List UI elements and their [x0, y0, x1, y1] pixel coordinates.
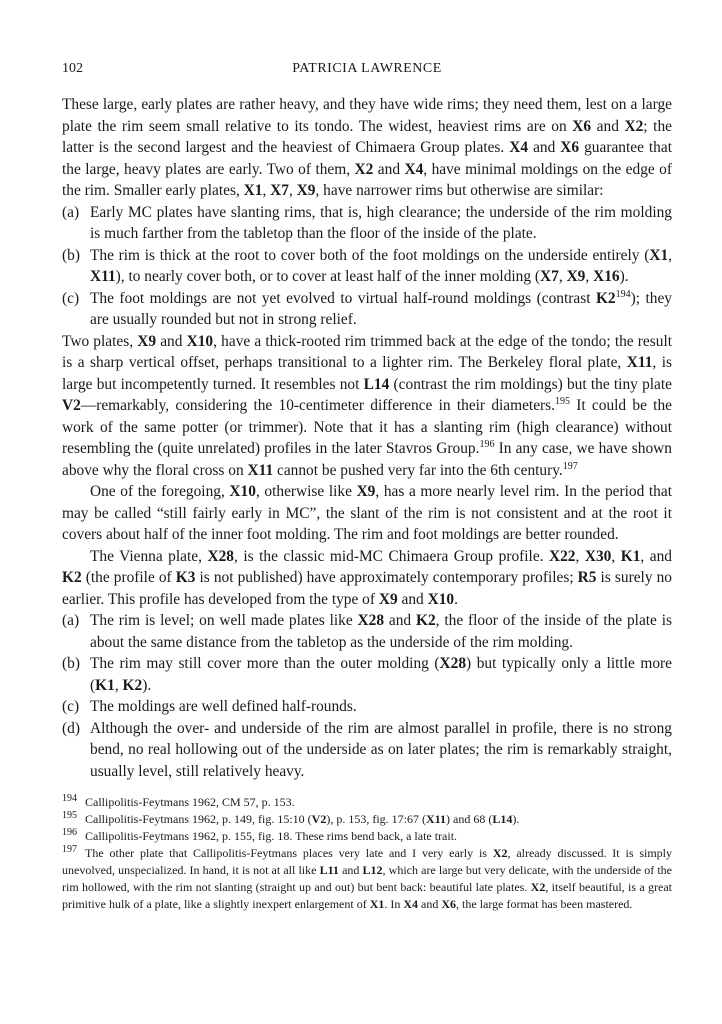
catalog-ref: X4 [404, 160, 424, 178]
list-item [62, 718, 672, 783]
catalog-ref: K2 [122, 676, 143, 694]
footnote-ref[interactable]: 194 [615, 288, 631, 300]
list-label: (b) [62, 246, 80, 264]
list-item [62, 288, 672, 331]
list-label: (a) [62, 203, 80, 221]
text-run: , [611, 547, 621, 565]
catalog-ref: X10 [186, 332, 214, 350]
text-run: ; the latter is the second largest and the heaviest of Chimaera Group plates. [62, 117, 672, 156]
catalog-ref: K2 [595, 289, 616, 307]
text-run: , and [640, 547, 672, 565]
list-label: (d) [62, 719, 80, 737]
catalog-ref: X7 [540, 268, 559, 285]
list-label: (c) [62, 698, 80, 715]
catalog-ref: X9 [137, 332, 157, 350]
footnote-number: 194 [62, 793, 77, 804]
text-run: The rim is thick at the root to cover both of the foot moldings on the underside entirely ( [90, 246, 650, 264]
catalog-ref: X30 [584, 547, 612, 565]
text-run: ). [142, 676, 152, 694]
list-item [62, 202, 672, 245]
text-run: , which are large but very delicate, with the underside of the rim hollowed, with the rim not slanting (straight up and out) but bent back: beautiful late plates. [62, 863, 673, 894]
footnote-ref[interactable]: 196 [479, 438, 495, 450]
footnote-ref[interactable]: 195 [555, 395, 570, 407]
catalog-ref: X28 [357, 612, 385, 629]
text-run: In any case, we have shown above why the floral cross on [62, 440, 672, 479]
catalog-ref: X7 [270, 182, 289, 199]
catalog-ref: X2 [354, 160, 374, 178]
text-run: and [591, 117, 625, 135]
catalog-ref: X9 [356, 483, 376, 500]
text-run: One of the foregoing, [90, 483, 230, 500]
catalog-ref: X1 [369, 897, 385, 911]
text-run: Early MC plates have slanting rims, that is, high clearance; the underside of the rim molding is much farther from the tabletop than the floor of the inside of the plate. [90, 203, 672, 242]
text-run: These large, early plates are rather heavy, and they have wide rims; they need them, lest on a large plate the rim seem small relative to its tondo. The widest, heaviest rims are on [62, 96, 672, 135]
text-run: and [338, 863, 363, 877]
text-run: Callipolitis-Feytmans 1962, CM 57, p. 153. [85, 795, 295, 809]
catalog-ref: K1 [620, 547, 641, 565]
text-run: ). [512, 812, 520, 826]
paragraph-1 [62, 94, 672, 202]
catalog-ref: X10 [427, 590, 455, 608]
list-item [62, 696, 672, 718]
text-run: , has a more nearly level rim. In the period that may be called “still fairly early in MC”, the slant of the rim is not consistent and at the root it covers about half of the inner foot molding. The rim and foot moldings are better rounded. [62, 483, 672, 543]
text-run: is not published) have approximately contemporary profiles; [195, 569, 578, 586]
text-run: , is the classic mid-MC Chimaera Group profile. [233, 547, 549, 565]
text-run: . [454, 590, 458, 608]
catalog-ref: X6 [560, 139, 580, 156]
text-run: , have narrower rims but otherwise are similar: [315, 182, 604, 199]
text-run: The other plate that Callipolitis-Feytmans places very late and I very early is [85, 846, 493, 860]
text-run: , the floor of the inside of the plate is about the same distance from the tabletop as the underside of the rim molding. [90, 612, 673, 651]
page-number: 102 [62, 61, 83, 76]
catalog-ref: L11 [319, 863, 339, 877]
text-run: Callipolitis-Feytmans 1962, p. 149, fig. 15:10 ( [85, 812, 312, 826]
text-run: It could be the work of the same potter (or trimmer). Note that it has a slanting rim (high clearance) without resembling the (quite unrelated) profiles in the later Stavros Group. [62, 397, 672, 457]
catalog-ref: K2 [415, 612, 436, 629]
text-run: Callipolitis-Feytmans 1962, p. 155, fig. 18. These rims bend back, a late trait. [85, 829, 458, 843]
catalog-ref: V2 [311, 812, 327, 826]
text-run: guarantee that the large, heavy plates are early. Two of them, [62, 139, 672, 178]
list-item [62, 653, 672, 696]
footnote-194 [62, 794, 672, 811]
footnote-196 [62, 828, 672, 845]
catalog-ref: X2 [624, 117, 644, 135]
catalog-ref: X11 [626, 354, 653, 371]
catalog-ref: X28 [439, 655, 467, 672]
catalog-ref: L14 [492, 812, 513, 826]
text-run: ). [619, 268, 629, 285]
text-run: , [262, 182, 271, 199]
text-run: , itself beautiful, is a great primitive hulk of a plate, like a slightly inexpert enlargement of [62, 880, 672, 911]
list-item [62, 610, 672, 653]
catalog-ref: K1 [95, 676, 115, 694]
text-run: , [114, 676, 123, 694]
text-run: , have a thick-rooted rim trimmed back at the edge of the tondo; the result is a sharp vertical offset, perhaps transitional to a lighter rim. The Berkeley floral plate, [62, 332, 672, 371]
text-run: and [373, 160, 405, 178]
text-run: , [575, 547, 585, 565]
catalog-ref: X9 [378, 590, 398, 608]
catalog-ref: X1 [243, 182, 263, 199]
criteria-list-mid [62, 610, 672, 782]
text-run: ) but typically only a little more ( [90, 655, 672, 694]
running-head: PATRICIA LAWRENCE [292, 61, 442, 76]
text-run: (the profile of [81, 569, 176, 586]
catalog-ref: X4 [509, 139, 529, 156]
catalog-ref: K3 [175, 569, 196, 586]
paragraph-2 [62, 331, 672, 482]
catalog-ref: X11 [90, 268, 116, 285]
text-run: ), to nearly cover both, or to cover at least half of the inner molding ( [115, 268, 541, 285]
catalog-ref: R5 [577, 569, 597, 586]
book-page [62, 58, 672, 913]
list-label: (b) [62, 655, 80, 672]
paragraph-4 [62, 546, 672, 611]
text-run: , is large but incompetently turned. It resembles not [62, 354, 672, 393]
paragraph-3 [62, 481, 672, 546]
catalog-ref: X28 [207, 547, 234, 565]
text-run: , the large format has been mastered. [456, 897, 633, 911]
text-run: , already discussed. It is simply unevolved, unspecialized. In hand, it is not at all like [62, 846, 672, 877]
text-run: Two plates, [62, 332, 138, 350]
catalog-ref: X1 [649, 246, 669, 264]
catalog-ref: X2 [492, 846, 508, 860]
text-run: (contrast the rim moldings) but the tiny plate [389, 375, 672, 393]
text-run: ) and 68 ( [446, 812, 493, 826]
footnote-197 [62, 845, 672, 913]
catalog-ref: X9 [566, 268, 586, 285]
text-run: ), p. 153, fig. 17:67 ( [326, 812, 426, 826]
catalog-ref: X9 [296, 182, 316, 199]
catalog-ref: X6 [572, 117, 592, 135]
catalog-ref: L14 [363, 375, 390, 393]
main-text [62, 94, 672, 782]
text-run: The rim is level; on well made plates like [90, 612, 358, 629]
text-run: and [156, 332, 187, 350]
text-run: cannot be pushed very far into the 6th century. [273, 461, 563, 479]
text-run: , otherwise like [255, 483, 357, 500]
list-label: (a) [62, 612, 80, 629]
text-run: and [528, 139, 561, 156]
footnote-number: 195 [62, 810, 77, 821]
text-run: and [418, 897, 442, 911]
catalog-ref: X11 [247, 461, 274, 479]
catalog-ref: X2 [530, 880, 546, 894]
text-run: The moldings are well defined half-rounds. [90, 698, 357, 715]
text-run: The rim may still cover more than the outer molding ( [90, 655, 440, 672]
footnotes [62, 794, 672, 913]
catalog-ref: X22 [549, 547, 576, 565]
text-run: —remarkably, considering the 10-centimeter difference in their diameters. [80, 397, 555, 414]
text-run: The foot moldings are not yet evolved to virtual half-round moldings (contrast [90, 289, 596, 307]
page-header [62, 58, 672, 80]
criteria-list-early [62, 202, 672, 331]
text-run: , [585, 268, 594, 285]
text-run: , [288, 182, 297, 199]
text-run: , have minimal moldings on the edge of the rim. Smaller early plates, [62, 160, 672, 199]
catalog-ref: X6 [441, 897, 457, 911]
text-run: , [668, 246, 672, 264]
text-run: and [384, 612, 416, 629]
text-run: . In [384, 897, 404, 911]
footnote-number: 197 [62, 844, 77, 855]
list-item [62, 245, 672, 288]
text-run: is surely no earlier. This profile has developed from the type of [62, 569, 672, 608]
catalog-ref: L12 [362, 863, 383, 877]
catalog-ref: X4 [403, 897, 419, 911]
text-run: The Vienna plate, [90, 547, 208, 565]
catalog-ref: X11 [426, 812, 447, 826]
text-run: , [558, 268, 567, 285]
catalog-ref: V2 [62, 397, 81, 414]
catalog-ref: X10 [229, 483, 256, 500]
text-run: ); they are usually rounded but not in strong relief. [90, 289, 673, 328]
footnote-number: 196 [62, 827, 77, 838]
catalog-ref: K2 [62, 569, 82, 586]
text-run: and [397, 590, 428, 608]
footnote-ref[interactable]: 197 [562, 460, 578, 472]
list-label: (c) [62, 289, 80, 307]
text-run: Although the over- and underside of the rim are almost parallel in profile, there is no strong bend, no real hollowing out of the underside as on later plates; the rim is remarkably straight, usually level, still relatively heavy. [90, 719, 672, 780]
footnote-195 [62, 811, 672, 828]
catalog-ref: X16 [593, 268, 620, 285]
